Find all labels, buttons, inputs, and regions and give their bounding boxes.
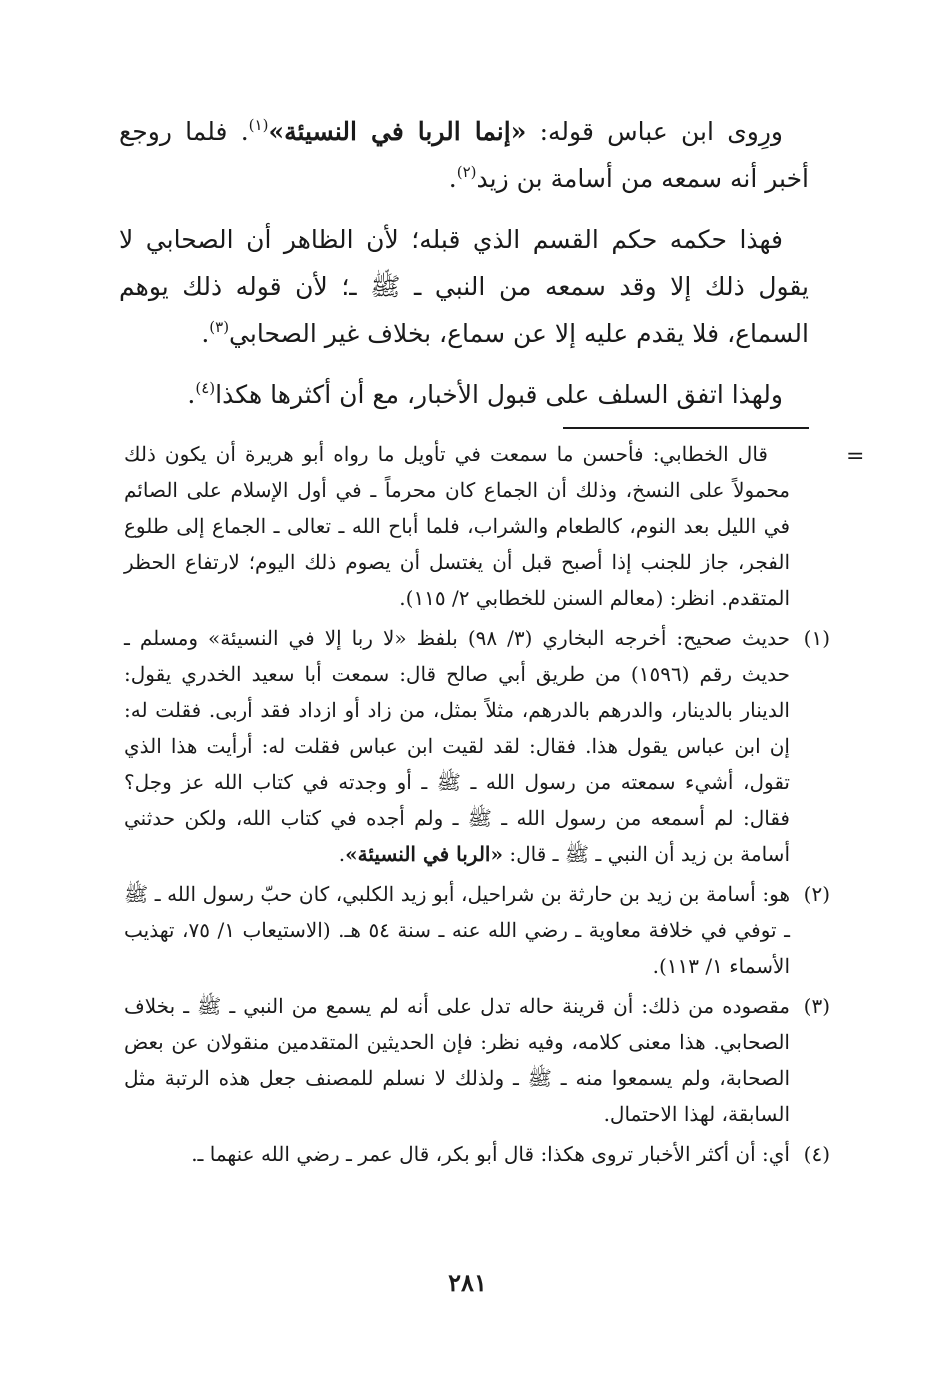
footnote-4-text: أي: أن أكثر الأخبار تروى هكذا: قال أبو بكر، قال عمر ـ رضي الله عنهما ـ. <box>191 1142 790 1166</box>
main-paragraph-1 <box>119 108 809 202</box>
footnote-1-text-continued: ومسلم ـ حديث رقم (١٥٩٦) من طريق أبي صالح قال: سمعت أبا سعيد الخدري يقول: الدينار بالدينار، والدرهم بالدرهم، مثلاً بمثل، من زاد أو ازداد فقد أربى. فقلت له: إن ابن عباس يقول هذا. فقال: لقد لقيت ابن عباس فقلت له: أرأيت هذا الذي تقول، أشيء سمعته من رسول الله ـ ﷺ ـ أو وجدته في كتاب الله عز وجل؟ فقال: لم أسمعه من رسول الله ـ ﷺ ـ ولم أجده في كتاب الله، ولكن حدثني أسامة بن زيد أن النبي ـ ﷺ ـ قال: <box>124 626 791 866</box>
continuation-mark: = <box>846 444 865 469</box>
main-paragraph-1-text: ورِوى ابن عباس قوله: <box>526 117 783 146</box>
footnote-4-number: (٤) <box>803 1142 830 1166</box>
main-paragraph-2-end: . <box>201 319 210 348</box>
main-paragraph-1-continued: . فلما روجع أخبر أنه سمعه من أسامة بن زيد <box>119 117 809 193</box>
footnote-continuation-text: قال الخطابي: فأحسن ما سمعت في تأويل ما رواه أبو هريرة أن يكون ذلك محمولاً على النسخ، وذلك أن الجماع كان محرماً ـ في أول الإسلام على الصائم في الليل بعد النوم، كالطعام والشراب، فلما أباح الله ـ تعالى ـ الجماع إلى طلوع الفجر، جاز للجنب إذا أصبح قبل أن يغتسل أن يصوم ذلك اليوم؛ لارتفاع الحظر المتقدم. انظر: (معالم السنن للخطابي ٢/ ١١٥). <box>124 442 790 610</box>
main-paragraph-2-text: فهذا حكمه حكم القسم الذي قبله؛ لأن الظاهر أن الصحابي لا يقول ذلك إلا وقد سمعه من النبي ـ ﷺ ـ؛ لأن قوله ذلك يوهم السماع، فلا يقدم عليه إلا عن سماع، بخلاف غير الصحابي <box>119 225 809 348</box>
footnote-separator <box>563 427 809 429</box>
main-paragraph-3-text: ولهذا اتفق السلف على قبول الأخبار، مع أن أكثرها هكذا <box>215 380 783 409</box>
footnote-1-bold-quote: «الربا في النسيئة» <box>345 842 503 866</box>
footnote-4 <box>124 1136 830 1172</box>
footnote-2-number: (٢) <box>803 882 830 906</box>
main-paragraph-1-end: . <box>448 164 457 193</box>
footnote-3 <box>124 988 830 1132</box>
footnote-2-text: هو: أسامة بن زيد بن حارثة بن شراحيل، أبو زيد الكلبي، كان حبّ رسول الله ـ ﷺ ـ توفي في خلافة معاوية ـ رضي الله عنه ـ سنة ٥٤ هـ. (الاستيعاب ١/ ٧٥، تهذيب الأسماء ١/ ١١٣). <box>124 882 790 978</box>
hadith-quote: «إنما الربا في النسيئة» <box>268 117 527 146</box>
main-text <box>119 108 809 418</box>
footnote-3-text: مقصوده من ذلك: أن قرينة حاله تدل على أنه لم يسمع من النبي ـ ﷺ ـ بخلاف الصحابي. هذا معنى كلامه، وفيه نظر: فإن الحديثين المتقدمين منقولان عن بعض الصحابة، ولم يسمعوا منه ـ ﷺ ـ ولذلك لا نسلم للمصنف جعل هذه الرتبة مثل السابقة، لهذا الاحتمال. <box>124 994 790 1126</box>
footnote-1-number: (١) <box>803 626 830 650</box>
footnotes <box>124 436 830 1172</box>
footnote-1 <box>124 620 830 872</box>
footnote-ref-3: (٣) <box>209 318 230 336</box>
footnote-1-end: . <box>338 842 346 866</box>
main-paragraph-2 <box>119 216 809 357</box>
footnote-2 <box>124 876 830 984</box>
footnote-3-number: (٣) <box>803 994 830 1018</box>
footnote-1-quote: «لا ربا إلا في النسيئة» <box>207 626 407 650</box>
footnote-ref-1: (١) <box>248 116 269 134</box>
main-paragraph-3-end: . <box>187 380 196 409</box>
footnote-1-text: حديث صحيح: أخرجه البخاري (٣/ ٩٨) بلفظ <box>406 626 791 650</box>
footnote-ref-2: (٢) <box>456 163 477 181</box>
footnote-continuation <box>124 436 830 616</box>
main-paragraph-3 <box>119 371 809 418</box>
footnote-ref-4: (٤) <box>195 379 216 397</box>
page-number: ٢٨١ <box>448 1268 487 1297</box>
